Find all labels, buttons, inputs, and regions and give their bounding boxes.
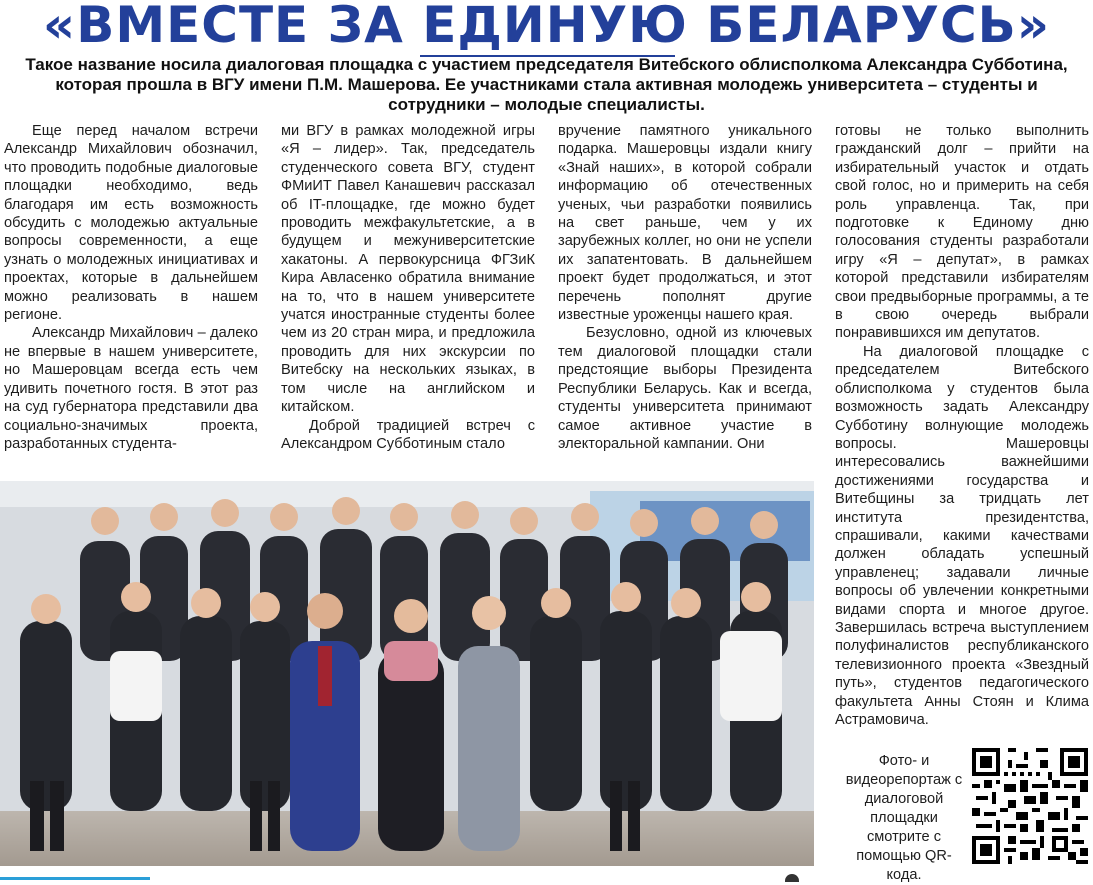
qr-code-graphic	[972, 748, 1088, 864]
paragraph: На диалоговой площадке с председателем Витебского облисполкома у студентов была возможность задать Александру Субботину волнующие молодежь вопросы. Машеровцы интересовались важнейшими достижениями государства и Витебщины за тридцать лет института президентства, спрашивали, какими качествами должен обладать успешный управленец; задавали личные вопросы об увлечении конкретными видами спорта и многое другое. Завершилась встреча выступлением полуфиналистов республиканского телевизионного проекта «Звездный путь», студентов педагогического факультета Анны Стоян и Клима Астрамовича.	[835, 343, 1089, 728]
paragraph: Безусловно, одной из ключевых тем диалоговой площадки стали предстоящие выборы Президента Республики Беларусь. Как и всегда, студенты университета принимают самое активное участие в электоральной кампании. Они	[558, 325, 812, 452]
paragraph: готовы не только выполнить гражданский долг – прийти на избирательный участок и отдать свой голос, но и примерить на себя роль управленца. Так, при подготовке к Единому дню голосования студенты разработали игру «Я – депутат», в рамках которой представили избирателям свои предвыборные программы, а те в свою очередь выбрали понравившихся им депутатов.	[835, 123, 1089, 342]
group-photo-illustration	[0, 481, 814, 866]
article-column-4	[835, 122, 1089, 729]
footer-accent-bar	[0, 877, 150, 880]
paragraph: Александр Михайлович – далеко не впервые в нашем университете, но Машеровцам всегда есть чем удивить почетного гостя. В этот раз на суд губернатора представили два социально-значимых проекта, разработанных студента-	[4, 325, 258, 452]
article-column-1	[4, 122, 258, 453]
qr-caption: Фото- и видеорепортаж с диалоговой площадки смотрите с помощью QR-кода.	[845, 753, 963, 883]
paragraph: Доброй традицией встреч с Александром Субботиным стало	[281, 417, 535, 452]
paragraph: ми ВГУ в рамках молодежной игры «Я – лидер». Так, председатель студенческого совета ВГУ, студент ФМиИТ Павел Канашевич рассказал об IT-площадке, где можно будет проводить межфакультетские, а в будущем и межуниверситетские хакатоны. А первокурсница ФГЗиК Кира Авласенко обратила внимание на то, что в нашем университете учатся иностранные студенты более чем из 20 стран мира, и предложила проводить для них экскурсии по Витебску на нескольких языках, в том числе на английском и китайском.	[281, 123, 535, 416]
footer-mark	[785, 874, 799, 882]
headline: «ВМЕСТЕ ЗА ЕДИНУЮ БЕЛАРУСЬ»	[42, 0, 1051, 54]
paragraph: Еще перед началом встречи Александр Михайлович обозначил, что проводить подобные диалоговые площадки необходимо, ведь благодаря им есть возможность обсудить с молодежью актуальные вопросы современности, а еще узнать о молодежных инициативах и проектах, которые в дальнейшем можно реализовать в нашем регионе.	[4, 123, 258, 324]
group-photo	[0, 481, 814, 866]
paragraph: вручение памятного уникального подарка. Машеровцы издали книгу «Знай наших», в которой собрали информацию об отечественных ученых, чьи разработки появились на свет раньше, чем у их зарубежных коллег, но они не успели их запатентовать. В дальнейшем проект будет продолжаться, и этот перечень пополнят другие известные уроженцы нашего края.	[558, 123, 812, 324]
article-column-3	[558, 122, 812, 453]
lead-paragraph: Такое название носила диалоговая площадка с участием председателя Витебского облисполкома Александра Субботина, которая прошла в ВГУ имени П.М. Машерова. Ее участниками стала активная молодежь университета – студенты и сотрудники – молодые специалисты.	[25, 55, 1068, 114]
qr-code-icon[interactable]	[972, 748, 1088, 864]
article-column-2	[281, 122, 535, 453]
